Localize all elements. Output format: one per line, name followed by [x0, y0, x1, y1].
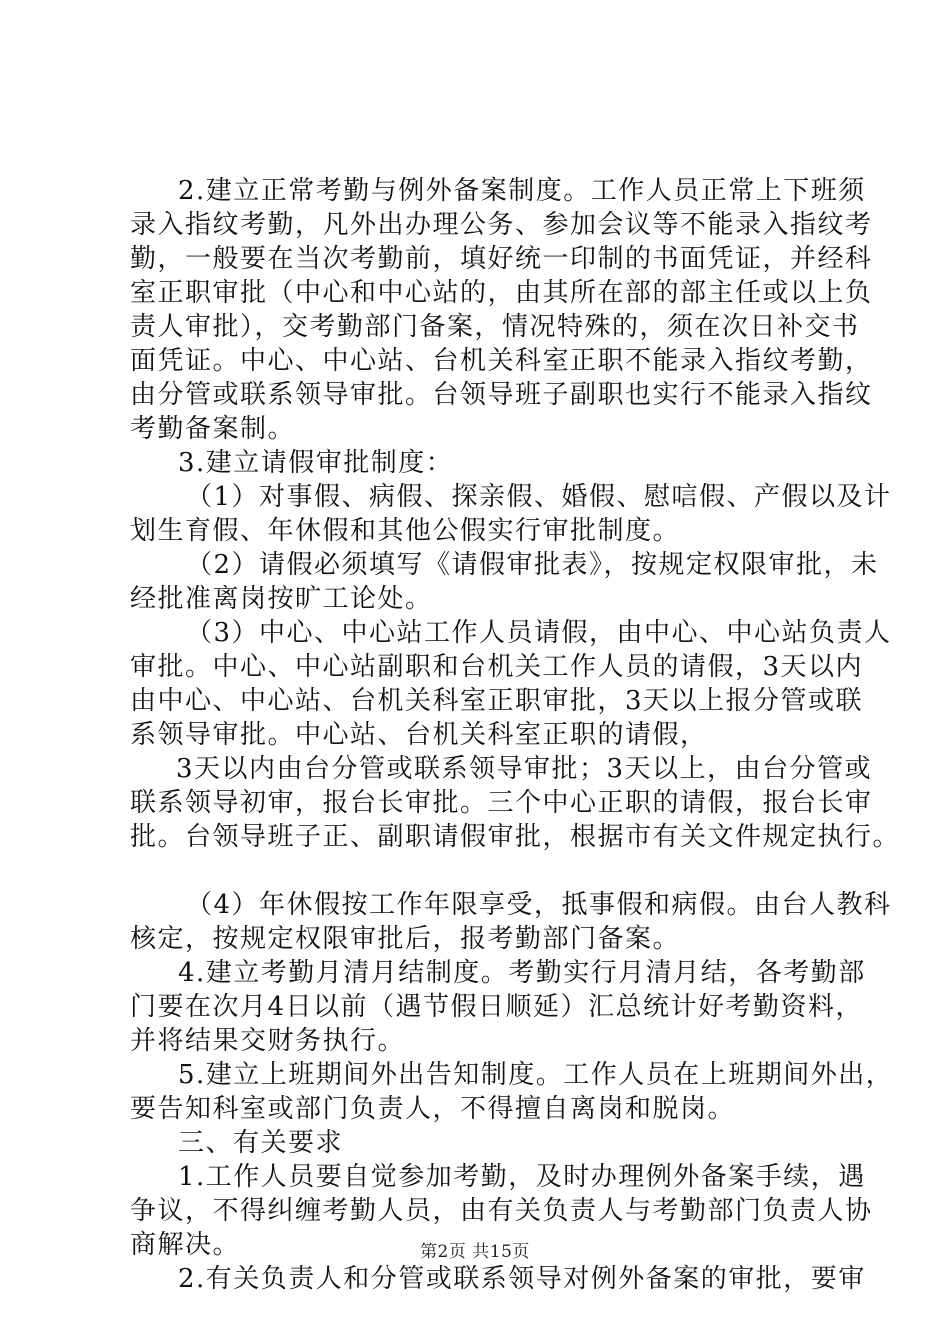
text-line: 门要在次月4日以前（遇节假日顺延）汇总统计好考勤资料， — [130, 992, 864, 1022]
text-line: 由中心、中心站、台机关科室正职审批，3天以上报分管或联 — [130, 686, 864, 716]
text-line: 面凭证。中心、中心站、台机关科室正职不能录入指纹考勤， — [130, 346, 873, 376]
text-line: 考勤备案制。 — [130, 414, 296, 444]
text-line: 3.建立请假审批制度： — [178, 448, 454, 478]
text-line: 三、有关要求 — [178, 1128, 344, 1158]
text-line: 5.建立上班期间外出告知制度。工作人员在上班期间外出， — [178, 1060, 894, 1090]
text-line: （4）年休假按工作年限享受，抵事假和病假。由台人教科 — [186, 890, 892, 920]
blank-line — [130, 854, 850, 888]
text-line: 2.有关负责人和分管或联系领导对例外备案的审批，要审 — [178, 1264, 866, 1294]
text-line: 2.建立正常考勤与例外备案制度。工作人员正常上下班须 — [178, 176, 866, 206]
text-line: （2）请假必须填写《请假审批表》，按规定权限审批，未 — [186, 550, 879, 580]
document-body — [130, 174, 901, 1296]
text-line: 审批。中心、中心站副职和台机关工作人员的请假，3天以内 — [130, 652, 864, 682]
text-line: 争议，不得纠缠考勤人员，由有关负责人与考勤部门负责人协 — [130, 1196, 873, 1226]
text-line: 核定，按规定权限审批后，报考勤部门备案。 — [130, 924, 681, 954]
text-line: 责人审批），交考勤部门备案，情况特殊的，须在次日补交书 — [130, 312, 860, 342]
text-line: 系领导审批。中心站、台机关科室正职的请假， — [130, 720, 708, 750]
text-line: 由分管或联系领导审批。台领导班子副职也实行不能录入指纹 — [130, 380, 873, 410]
text-line: 1.工作人员要自觉参加考勤，及时办理例外备案手续，遇 — [178, 1162, 866, 1192]
text-line: 3天以内由台分管或联系领导审批；3天以上，由台分管或 — [176, 754, 873, 784]
text-line: （1）对事假、病假、探亲假、婚假、慰唁假、产假以及计 — [186, 482, 892, 512]
text-line: 录入指纹考勤，凡外出办理公务、参加会议等不能录入指纹考 — [130, 210, 873, 240]
text-line: 并将结果交财务执行。 — [130, 1026, 406, 1056]
text-line: 批。台领导班子正、副职请假审批，根据市有关文件规定执行。 — [130, 822, 901, 852]
text-line: 商解决。 — [130, 1230, 241, 1260]
text-line: 4.建立考勤月清月结制度。考勤实行月清月结，各考勤部 — [178, 958, 866, 988]
text-line: 要告知科室或部门负责人，不得擅自离岗和脱岗。 — [130, 1094, 736, 1124]
text-line: 室正职审批（中心和中心站的，由其所在部的部主任或以上负 — [130, 278, 873, 308]
text-line: 经批准离岗按旷工论处。 — [130, 584, 433, 614]
text-line: （3）中心、中心站工作人员请假，由中心、中心站负责人 — [186, 618, 892, 648]
page-footer: 第2页 共15页 — [420, 1242, 530, 1262]
text-line: 联系领导初审，报台长审批。三个中心正职的请假，报台长审 — [130, 788, 873, 818]
text-line: 勤，一般要在当次考勤前，填好统一印制的书面凭证，并经科 — [130, 244, 873, 274]
document-text — [130, 174, 901, 1296]
text-line: 划生育假、年休假和其他公假实行审批制度。 — [130, 516, 681, 546]
